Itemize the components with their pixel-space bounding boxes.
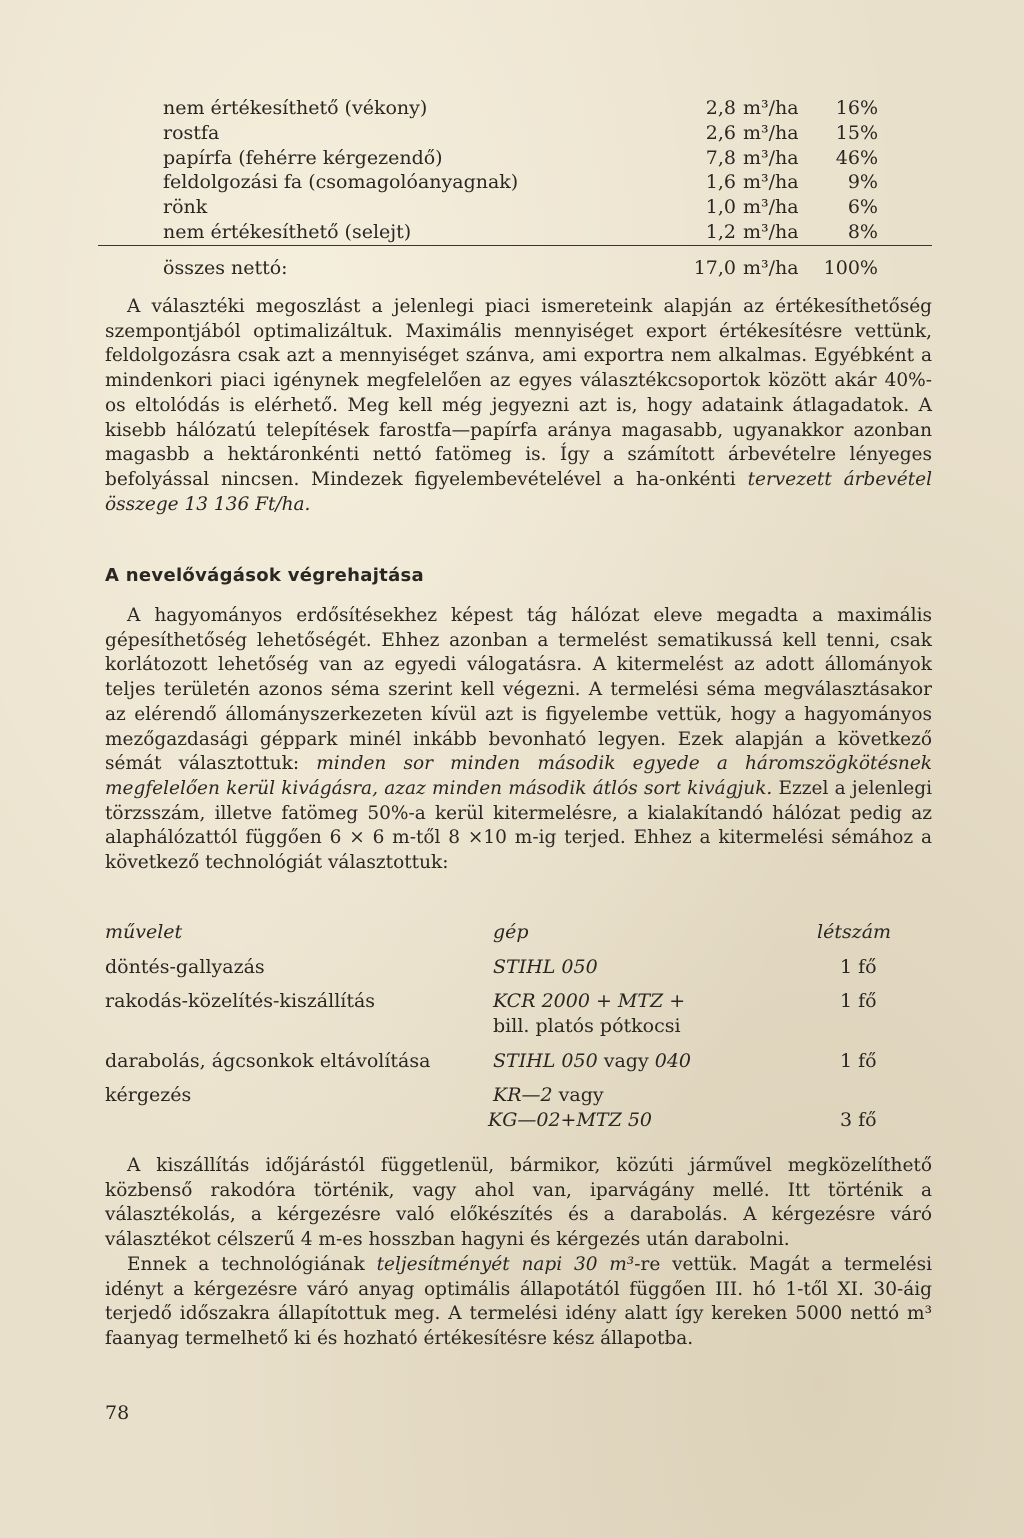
machine-name: KR—2 [493,1084,553,1106]
row-unit: m³/ha [743,196,799,218]
row-percent: 46% [835,147,878,169]
row-volume: 1,2 [705,221,736,243]
row-percent: 6% [847,196,878,218]
machine-name: STIHL 050 [493,1050,598,1072]
machine-connector: vagy [552,1084,604,1106]
header-operation: művelet [105,921,183,943]
table-row [163,146,943,170]
machine-connector: vagy [597,1050,655,1072]
paragraph-text: A kiszállítás időjárástól függetlenül, bármikor, közúti járművel megközelíthető közbenső rakodóra történik, vagy ahol van, iparvágány mellé. Itt történik a választékolás, a kérgezésre való előkészítés és a darabolás. A kérgezésre váró választékot célszerű 4 m-es hosszban hagyni és kérgezés után darabolni. [105,1155,932,1251]
staff-cell: 1 fő [840,956,877,978]
paragraph-performance [105,1253,932,1352]
page-number: 78 [105,1402,130,1424]
machine-cell [493,1049,691,1074]
total-volume: 17,0 [693,257,736,279]
table-divider [98,245,932,246]
paragraph-emphasis: teljesítményét napi 30 m³ [376,1254,635,1275]
machine-cell [493,1083,604,1108]
row-volume: 7,8 [705,147,736,169]
paragraph-text: A hagyományos erdősítésekhez képest tág hálózat eleve megadta a maximális gépesíthetőség lehetőségét. Ehhez azonban a termelést sematikussá kell tenni, csak korlátozott lehetőség van az egyedi válogatásra. A kitermelést az adott állományok teljes területén azonos séma szerint kell végezni. A termelési séma megválasztásakor az elérendő állományszerkezeten kívül azt is figyelembe vettük, hogy a hagyományos mezőgazdasági géppark minél inkább bevonható legyen. Ezek alapján a következő sémát választottuk: [105,605,932,775]
paragraph-text: Ennek a technológiának [127,1254,377,1275]
section-heading: A nevelővágások végrehajtása [105,565,424,586]
row-label: rönk [163,196,208,218]
paragraph-transport [105,1154,932,1253]
row-percent: 8% [847,221,878,243]
header-staff: létszám [817,921,892,943]
total-unit: m³/ha [743,257,799,279]
row-volume: 1,6 [705,171,736,193]
row-unit: m³/ha [743,97,799,119]
row-unit: m³/ha [743,171,799,193]
paragraph-emphasis: minden sor minden második egyede a háromszögkötésnek megfelelően kerül kivágásra, azaz minden második átlós sort kivágjuk. [105,753,932,799]
table-row [163,220,943,244]
row-percent: 16% [835,97,878,119]
row-volume: 1,0 [705,196,736,218]
staff-cell: 1 fő [840,1050,877,1072]
machine-cell: KCR 2000 + MTZ + [493,990,686,1012]
operation-cell: darabolás, ágcsonkok eltávolítása [105,1050,431,1072]
table-row [163,195,943,219]
total-label: összes nettó: [163,257,288,279]
paragraph-text: -re vettük. Magát a termelési idényt a kérgezésre váró anyag optimális állapotától függően III. hó 1-től XI. 30-áig terjedő időszakra állapítottuk meg. A termelési idény alatt így kereken 5000 nettó m³ faanyag termelhető ki és hozható értékesítésre kész állapotba. [105,1254,932,1350]
row-percent: 9% [847,171,878,193]
row-label: nem értékesíthető (selejt) [163,221,412,243]
staff-cell: 1 fő [840,990,877,1012]
row-unit: m³/ha [743,122,799,144]
paragraph-emphasis: tervezett árbevétel összege 13 136 Ft/ha. [105,468,932,515]
operation-cell: rakodás-közelítés-kiszállítás [105,990,376,1012]
row-volume: 2,6 [705,122,736,144]
table-row [163,170,943,194]
row-volume: 2,8 [705,97,736,119]
total-percent: 100% [823,257,878,279]
row-unit: m³/ha [743,221,799,243]
paragraph-assortment [105,295,932,517]
table-row [163,96,943,120]
row-percent: 15% [835,122,878,144]
operation-cell: döntés-gallyazás [105,956,265,978]
row-label: rostfa [163,122,220,144]
machine-cell-line2: bill. platós pótkocsi [493,1015,681,1037]
staff-cell: 3 fő [840,1109,877,1131]
operation-cell: kérgezés [105,1084,192,1106]
table-row [163,121,943,145]
paragraph-text: Ezzel a jelenlegi törzsszám, illetve fatömeg 50%-a kerül kitermelésre, a kialakítandó hálózat pedig az alaphálózattól függően 6 × 6 m-től 8 ×10 m-ig terjed. Ehhez a kitermelési sémához a következő technológiát választottuk: [105,777,933,874]
row-label: feldolgozási fa (csomagolóanyagnak) [163,171,519,193]
row-label: papírfa (fehérre kérgezendő) [163,147,443,169]
machine-cell-line2: KG—02+MTZ 50 [488,1109,653,1131]
header-machine: gép [493,921,529,943]
row-label: nem értékesíthető (vékony) [163,97,428,119]
table-total-row [163,256,943,280]
machine-cell: STIHL 050 [493,956,598,978]
paragraph-text: A választéki megoszlást a jelenlegi piaci ismereteink alapján az értékesíthetőség szempontjából optimalizáltuk. Maximális mennyiséget export értékesítésre vettünk, feldolgozásra csak azt a mennyiséget szánva, ami exportra nem alkalmas. Egyébként a mindenkori piaci igénynek megfelelően az egyes választékcsoportok között akár 40%-os eltolódás is elérhető. Meg kell még jegyezni azt is, hogy adataink átlagadatok. A kisebb hálózatú telepítések farostfa—papírfa aránya magasabb, ugyanakkor azonban magasbb a hektáronkénti nettó fatömeg is. Így a számított árbevételre lényeges befolyással nincsen. Mindezek figyelembevételével a ha-onkénti [105,296,932,490]
paragraph-thinning [105,604,932,876]
machine-name-alt: 040 [654,1050,691,1072]
row-unit: m³/ha [743,147,799,169]
